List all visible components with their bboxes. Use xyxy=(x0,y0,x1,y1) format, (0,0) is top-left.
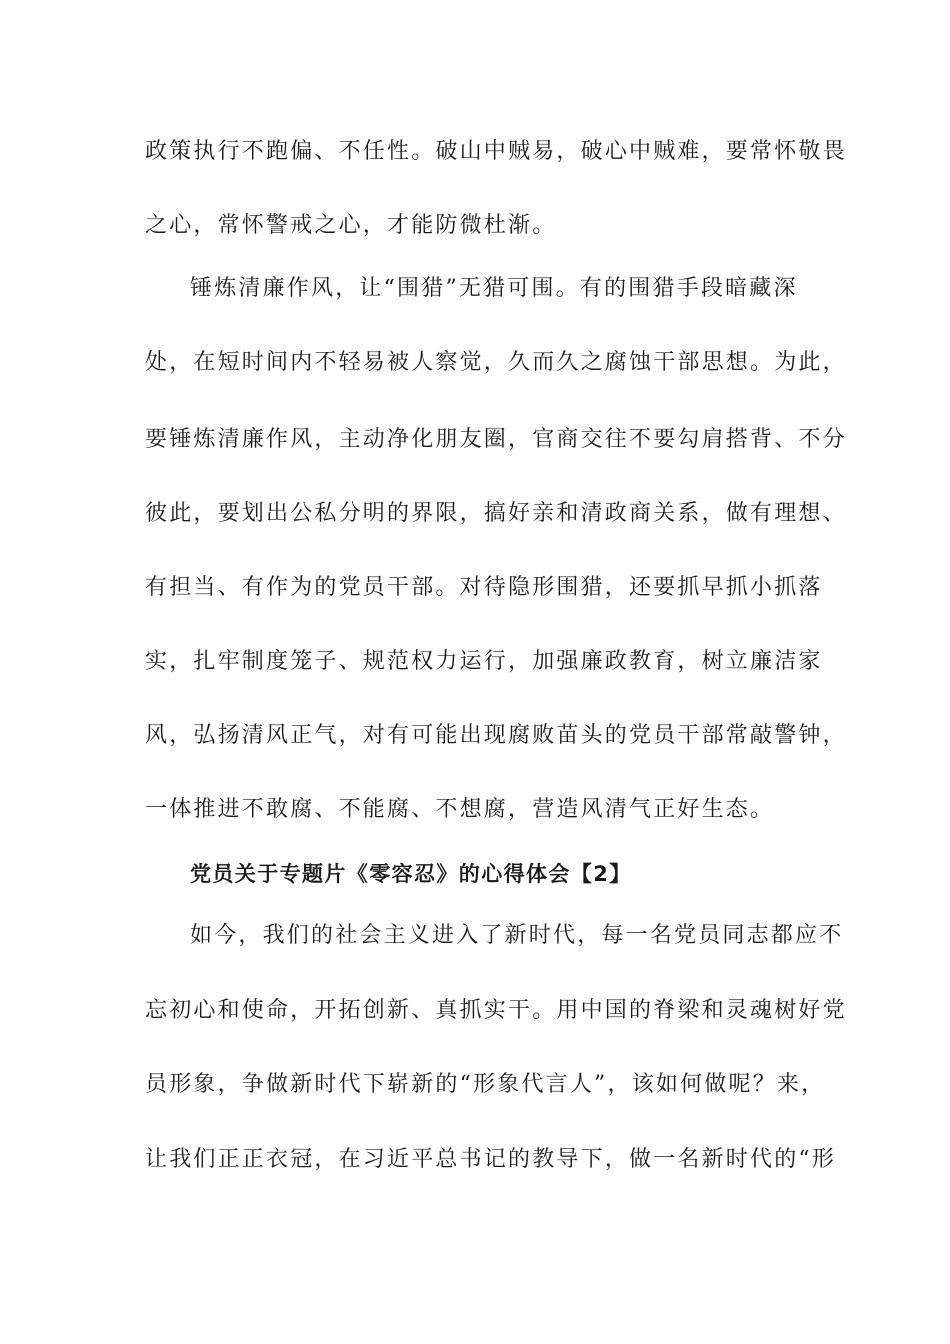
body-text-line: 员形象，争做新时代下崭新的“形象代言人”，该如何做呢？来， xyxy=(145,1072,826,1097)
body-text-line: 之心，常怀警戒之心，才能防微杜渐。 xyxy=(145,213,557,238)
body-text-line: 有担当、有作为的党员干部。对待隐形围猎，还要抓早抓小抓落 xyxy=(145,575,823,600)
body-text-line: 处，在短时间内不轻易被人察觉，久而久之腐蚀干部思想。为此， xyxy=(145,350,847,375)
body-text-line: 实，扎牢制度笼子、规范权力运行，加强廉政教育，树立廉洁家 xyxy=(145,649,823,674)
body-text-line: 要锤炼清廉作风，主动净化朋友圈，官商交往不要勾肩搭背、不分 xyxy=(145,427,847,452)
body-text-line: 让我们正正衣冠，在习近平总书记的教导下，做一名新时代的“形 xyxy=(145,1147,837,1172)
body-text-line: 政策执行不跑偏、不任性。破山中贼易，破心中贼难，要常怀敬畏 xyxy=(145,139,847,164)
section-heading: 党员关于专题片《零容忍》的心得体会【2】 xyxy=(190,862,632,886)
body-text-line: 一体推进不敢腐、不能腐、不想腐，营造风清气正好生态。 xyxy=(145,797,775,822)
body-text-line: 彼此，要划出公私分明的界限，搞好亲和清政商关系，做有理想、 xyxy=(145,501,847,526)
body-text-line: 忘初心和使命，开拓创新、真抓实干。用中国的脊梁和灵魂树好党 xyxy=(145,998,847,1023)
body-text-line: 风，弘扬清风正气，对有可能出现腐败苗头的党员干部常敲警钟， xyxy=(145,723,847,748)
paragraph-first-line: 锤炼清廉作风，让“围猎”无猎可围。有的围猎手段暗藏深 xyxy=(190,276,798,301)
paragraph-first-line: 如今，我们的社会主义进入了新时代，每一名党员同志都应不 xyxy=(190,923,844,948)
